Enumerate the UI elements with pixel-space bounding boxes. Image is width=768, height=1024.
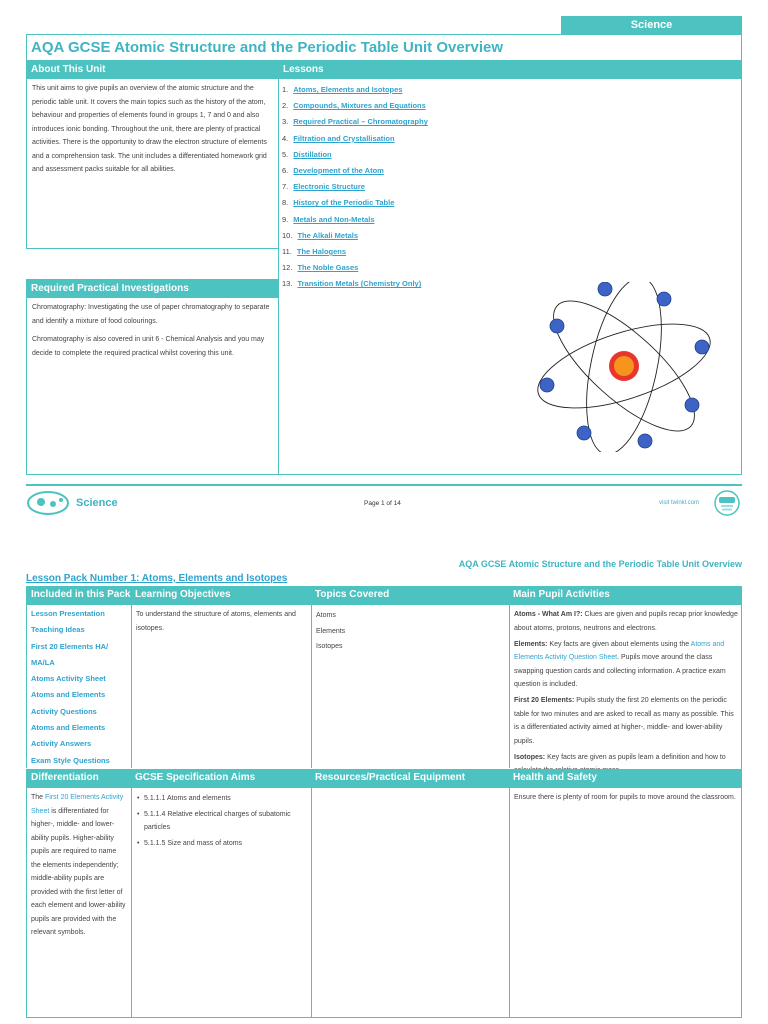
science-logo-icon xyxy=(26,490,70,516)
page-title: AQA GCSE Atomic Structure and the Periodic Table Unit Overview xyxy=(26,34,742,60)
lesson-link[interactable]: The Noble Gases xyxy=(297,263,359,273)
diff-resource-link[interactable]: First 20 Elements Activity Sheet xyxy=(31,794,124,815)
lesson-link[interactable]: Distillation xyxy=(293,149,332,159)
lesson-link[interactable]: History of the Periodic Table xyxy=(293,198,395,208)
twinkl-badge-icon xyxy=(714,490,740,516)
lesson-link[interactable]: Atoms, Elements and Isotopes xyxy=(293,85,403,94)
included-item[interactable]: Lesson Presentation xyxy=(31,609,105,618)
lesson-number: 12. xyxy=(282,263,293,273)
lesson-item xyxy=(282,195,741,211)
footer-url[interactable]: visit twinkl.com xyxy=(659,500,700,506)
lesson-link[interactable]: Required Practical – Chromatography xyxy=(293,117,428,127)
header-activities: Main Pupil Activities xyxy=(509,586,742,604)
lesson-link[interactable]: The Halogens xyxy=(296,247,347,257)
spec-aim-item: • 5.1.1.4 Relative electrical charges of subatomic particles xyxy=(137,808,307,835)
activity-text: Clues are given and pupils recap prior knowledge about atoms, protons, neutrons and electrons. xyxy=(514,611,738,632)
lesson-number: 6. xyxy=(282,166,289,176)
activity-atoms xyxy=(514,608,738,635)
lesson-link[interactable]: Metals and Non-Metals xyxy=(293,214,375,224)
health-safety-text: Ensure there is plenty of room for pupils to move around the classroom. xyxy=(514,794,736,801)
activity-elements xyxy=(514,638,738,692)
atom-illustration-icon xyxy=(528,282,718,452)
page-footer xyxy=(26,484,742,522)
lesson-number: 2. xyxy=(282,101,289,111)
activity-text: Key facts are given about elements using the xyxy=(547,640,691,648)
topic-item: Elements xyxy=(316,627,346,635)
included-cell xyxy=(26,604,131,768)
included-item[interactable]: Exam Style Questions xyxy=(31,755,110,765)
lesson-number: 8. xyxy=(282,198,289,208)
differentiation-text xyxy=(27,788,131,943)
health-safety-cell xyxy=(509,787,742,1018)
practical-text-2: Chromatography is also covered in unit 6 - Chemical Analysis and you may decide to complete the required practical whilst covering this unit. xyxy=(32,336,265,357)
activity-first-20 xyxy=(514,694,738,748)
activities-cell xyxy=(509,604,742,768)
lesson-number: 3. xyxy=(282,117,289,127)
activity-text: Key facts are given as pupils learn a definition and how to xyxy=(547,753,726,761)
lesson-pack-table xyxy=(26,586,742,1018)
included-item[interactable]: Atoms and Elements Activity Answers xyxy=(31,723,106,749)
lesson-number: 10. xyxy=(282,230,293,240)
lesson-link[interactable]: Electronic Structure xyxy=(293,182,365,192)
page-number: Page 1 of 14 xyxy=(364,500,401,507)
topic-item: Isotopes xyxy=(316,643,343,650)
lesson-item xyxy=(282,147,741,163)
lesson-number: 5. xyxy=(282,149,289,159)
header-topics: Topics Covered xyxy=(311,586,509,604)
lesson-number: 4. xyxy=(282,133,289,143)
lesson-list xyxy=(279,79,741,293)
lesson-item xyxy=(282,179,741,195)
activity-text: Pupils study the first 20 elements on the periodic table for two minutes and are asked to recall as many as possible. This is a differentiated activity aimed at higher-, middle- and lower-ability pupils. xyxy=(514,697,734,745)
activity-label: Elements: xyxy=(514,640,548,648)
objectives-text: To understand the structure of atoms, elements and isotopes. xyxy=(136,611,296,632)
page-header: AQA GCSE Atomic Structure and the Periodic Table Unit Overview xyxy=(458,559,742,569)
header-differentiation: Differentiation xyxy=(26,769,131,787)
lesson-item xyxy=(282,82,741,98)
diff-text: is differentiated for higher-, middle- and lower-ability pupils. Higher-ability pupils are required to name the elements independently; middle-ability pupils are provided with the first letter of each element and lower-ability pupils are provided with the relevant symbols. xyxy=(31,807,126,936)
header-spec-aims: GCSE Specification Aims xyxy=(131,769,311,787)
lesson-item xyxy=(282,131,741,147)
footer-divider xyxy=(26,484,742,486)
lesson-link[interactable]: Filtration and Crystallisation xyxy=(293,133,395,143)
header-resources: Resources/Practical Equipment Required xyxy=(311,769,509,787)
lesson-link[interactable]: Compounds, Mixtures and Equations xyxy=(293,101,426,111)
activity-label: First 20 Elements: xyxy=(514,697,575,704)
diff-text: The xyxy=(31,794,46,801)
lesson-number: 13. xyxy=(282,279,293,289)
lesson-number: 9. xyxy=(282,214,289,224)
included-item[interactable]: Teaching Ideas xyxy=(31,625,85,635)
included-item[interactable]: Atoms and Elements Activity Questions xyxy=(31,690,106,716)
practical-heading: Required Practical Investigations xyxy=(27,280,278,298)
lesson-number: 1. xyxy=(282,85,289,94)
included-item[interactable]: First 20 Elements HA/ MA/LA xyxy=(31,641,109,667)
lesson-pack-title: Lesson Pack Number 1: Atoms, Elements and Isotopes xyxy=(26,573,288,584)
spec-aim-item: • 5.1.1.1 Atoms and elements xyxy=(137,792,307,806)
practical-text-1: Chromatography: Investigating the use of paper chromatography to separate and identify a mixture of food colourings. xyxy=(32,304,270,325)
lesson-link[interactable]: Transition Metals (Chemistry Only) xyxy=(297,279,422,289)
about-unit-panel xyxy=(26,60,279,249)
header-objectives: Learning Objectives xyxy=(131,586,311,604)
spec-aims-cell xyxy=(131,787,311,1018)
header-health-safety: Health and Safety xyxy=(509,769,742,787)
lesson-item xyxy=(282,98,741,114)
activity-label: Atoms - What Am I?: xyxy=(514,611,583,618)
topics-cell xyxy=(311,604,509,768)
subject-tab: Science xyxy=(561,16,742,34)
activity-label: Isotopes: xyxy=(514,753,546,761)
resources-cell xyxy=(311,787,509,1018)
about-text: This unit aims to give pupils an overview of the atomic structure and the periodic table unit. It covers the main topics such as the history of the atom, behaviour and properties of elements found in groups 1, 7 and 0 and also introduces ionic bonding. Throughout the unit, there are plenty of practical activities. There is the opportunity to draw the electron structure of elements and a comprehension task. The unit includes a differentiated homework grid and assessment packs suitable for all abilities. xyxy=(32,85,267,173)
footer-subject: Science xyxy=(76,497,118,509)
lesson-item xyxy=(282,260,741,276)
header-included: Included in this Pack xyxy=(26,586,131,604)
lessons-heading: Lessons xyxy=(279,61,741,79)
activity-text: . Pupils move around the class swapping question cards and collecting information. A practice exam question is included. xyxy=(514,654,726,688)
topic-item: Atoms xyxy=(316,612,336,619)
required-practical-panel xyxy=(26,279,279,475)
lesson-number: 7. xyxy=(282,182,289,192)
activity-resource-link[interactable]: Atoms and Elements Activity Question Sheet xyxy=(514,640,725,661)
included-item[interactable]: Atoms Activity Sheet xyxy=(31,674,106,684)
lesson-link[interactable]: The Alkali Metals xyxy=(297,230,359,240)
objectives-cell xyxy=(131,604,311,768)
lesson-item xyxy=(282,163,741,179)
lesson-link[interactable]: Development of the Atom xyxy=(293,166,384,176)
lesson-item xyxy=(282,244,741,260)
lesson-number: 11. xyxy=(282,247,292,257)
differentiation-cell xyxy=(26,787,131,1018)
about-heading: About This Unit xyxy=(27,61,278,79)
spec-aim-item: • 5.1.1.5 Size and mass of atoms xyxy=(137,837,307,851)
lesson-item xyxy=(282,228,741,244)
lesson-item xyxy=(282,114,741,130)
lesson-item xyxy=(282,212,741,228)
